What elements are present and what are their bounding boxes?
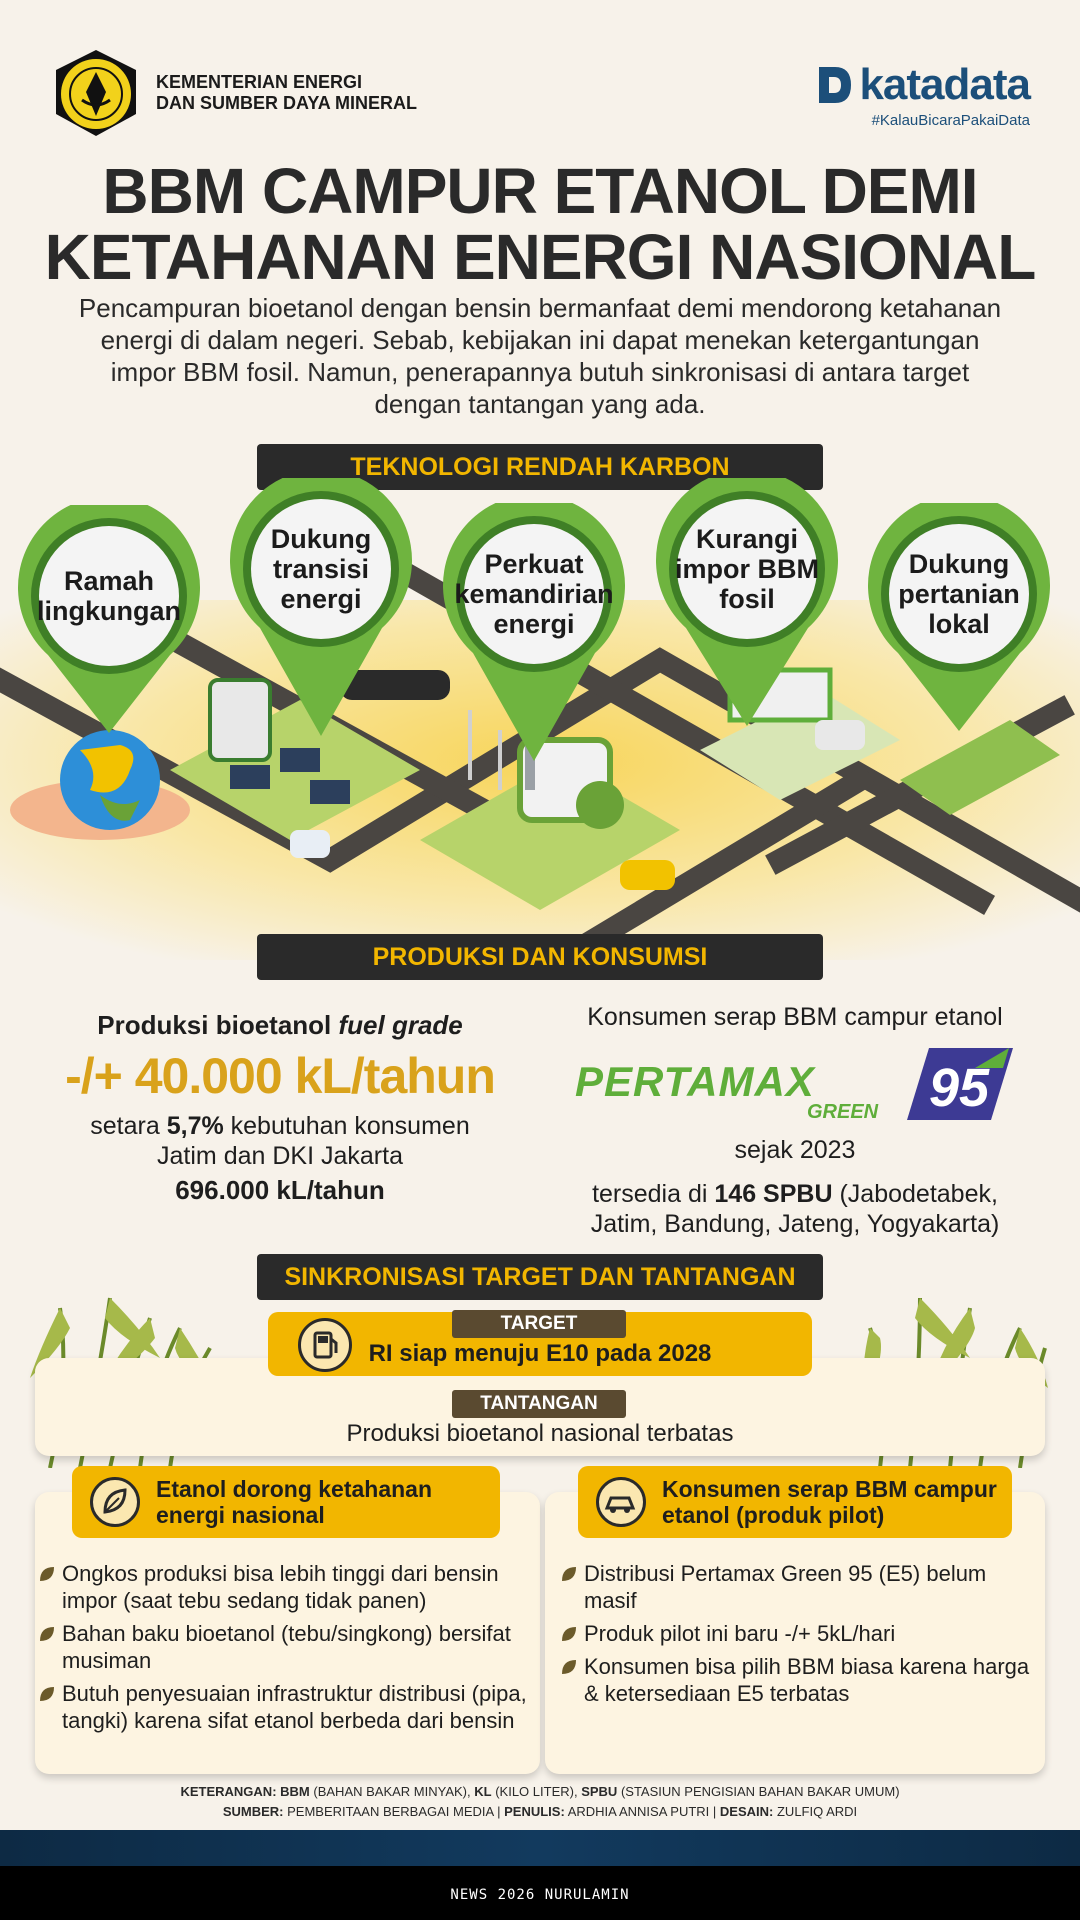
target-label: TARGET xyxy=(452,1310,626,1338)
production-label-italic: fuel grade xyxy=(338,1010,463,1040)
challenge-text: Produksi bioetanol nasional terbatas xyxy=(346,1420,734,1447)
katadata-mark-icon xyxy=(817,65,853,105)
footer-legend xyxy=(0,1782,1080,1802)
left-card-header xyxy=(72,1466,500,1538)
production-equivalence xyxy=(30,1111,530,1171)
pin-label: Ramah lingkungan xyxy=(37,566,181,626)
section-banner-sync: SINKRONISASI TARGET DAN TANTANGAN xyxy=(257,1254,823,1300)
pin-ramah-lingkungan xyxy=(18,505,200,735)
bottom-decor-strip xyxy=(0,1830,1080,1866)
title-line1: BBM CAMPUR ETANOL DEMI xyxy=(102,155,978,227)
legend-spbu-text: (STASIUN PENGISIAN BAHAN BAKAR UMUM) xyxy=(620,1784,900,1799)
pin-dukung-transisi xyxy=(230,478,412,738)
equiv-prefix: setara xyxy=(90,1112,160,1140)
pertamax-green-logo xyxy=(575,1046,1015,1128)
footer-credits xyxy=(0,1802,1080,1822)
pin-label: Dukung transisi energi xyxy=(270,524,372,614)
news-bar: NEWS 2026 NURULAMIN xyxy=(0,1866,1080,1920)
production-total: 696.000 kL/tahun xyxy=(175,1175,385,1205)
list-item-text: Bahan baku bioetanol (tebu/singkong) bersifat musiman xyxy=(62,1621,511,1673)
pin-kurangi-impor xyxy=(656,478,838,728)
right-card-title: Konsumen serap BBM campur etanol (produk pilot) xyxy=(662,1476,997,1528)
left-card-list xyxy=(38,1560,533,1740)
ministry-logo-block xyxy=(50,48,417,138)
section-banner-tech: TEKNOLOGI RENDAH KARBON xyxy=(257,444,823,490)
legend-bbm: BBM xyxy=(280,1784,310,1799)
page-title xyxy=(0,155,1080,293)
list-item xyxy=(38,1560,533,1614)
footer-notes xyxy=(0,1782,1080,1822)
katadata-wordmark: katadata xyxy=(859,60,1030,109)
right-card-header xyxy=(578,1466,1012,1538)
katadata-tagline: #KalauBicaraPakaiData xyxy=(871,112,1030,129)
ministry-name-line1: KEMENTERIAN ENERGI xyxy=(156,72,363,92)
production-amount: -/+ 40.000 kL/tahun xyxy=(65,1048,495,1104)
leaf-bullet-icon xyxy=(560,1658,578,1676)
legend-spbu: SPBU xyxy=(581,1784,618,1799)
katadata-logo-block xyxy=(817,60,1030,129)
intro-paragraph: Pencampuran bioetanol dengan bensin bermanfaat demi mendorong ketahanan energi di dalam negeri. Sebab, kebijakan ini dapat menekan ketergantungan impor BBM fosil. Namun, penerapannya butuh sinkronisasi di antara target dengan tantangan yang ada. xyxy=(78,293,1002,419)
pin-dukung-pertanian xyxy=(868,503,1050,733)
list-item-text: Produk pilot ini baru -/+ 5kL/hari xyxy=(584,1621,896,1646)
leaf-bullet-icon xyxy=(560,1625,578,1643)
list-item-text: Butuh penyesuaian infrastruktur distribusi (pipa, tangki) karena sifat etanol berbeda dari bensin xyxy=(62,1681,527,1733)
equiv-region: Jatim dan DKI Jakarta xyxy=(157,1142,403,1170)
list-item xyxy=(560,1653,1030,1707)
list-item-text: Distribusi Pertamax Green 95 (E5) belum masif xyxy=(584,1561,987,1613)
right-card-list xyxy=(560,1560,1030,1713)
ministry-seal-icon xyxy=(50,48,142,138)
consumption-block xyxy=(560,1003,1030,1239)
equiv-percent: 5,7% xyxy=(166,1112,224,1140)
design-text: ZULFIQ ARDI xyxy=(776,1804,858,1819)
production-label-text: Produksi bioetanol xyxy=(97,1010,332,1040)
avail-regions: Jatim, Bandung, Jateng, Yogyakarta) xyxy=(590,1210,1000,1238)
left-card-title: Etanol dorong ketahanan energi nasional xyxy=(156,1476,433,1528)
consumption-since: sejak 2023 xyxy=(734,1136,856,1164)
legend-label: KETERANGAN: xyxy=(180,1784,277,1799)
source-label: SUMBER: xyxy=(222,1804,284,1819)
pertamax-wordmark: PERTAMAX xyxy=(575,1058,815,1105)
leaf-bullet-icon xyxy=(38,1625,56,1643)
list-item-text: Konsumen bisa pilih BBM biasa karena harga & ketersediaan E5 terbatas xyxy=(584,1654,1030,1706)
ethanol-leaf-icon xyxy=(90,1477,140,1527)
leaf-bullet-icon xyxy=(560,1565,578,1583)
pertamax-95-number: 95 xyxy=(928,1058,990,1118)
production-label xyxy=(30,1010,530,1041)
production-block xyxy=(30,1010,530,1206)
equiv-suffix: kebutuhan konsumen xyxy=(230,1112,470,1140)
pin-label: Kurangi impor BBM fosil xyxy=(675,524,819,614)
list-item xyxy=(38,1620,533,1674)
list-item xyxy=(38,1680,533,1734)
section-banner-production: PRODUKSI DAN KONSUMSI xyxy=(257,934,823,980)
pin-label: Perkuat kemandirian energi xyxy=(454,549,614,639)
legend-bbm-text: (BAHAN BAKAR MINYAK), xyxy=(313,1784,471,1799)
header xyxy=(50,48,1030,143)
source-text: PEMBERITAAN BERBAGAI MEDIA | xyxy=(287,1804,501,1819)
consumption-availability xyxy=(560,1179,1030,1239)
design-label: DESAIN: xyxy=(719,1804,774,1819)
challenge-label: TANTANGAN xyxy=(452,1390,626,1418)
title-line2: KETAHANAN ENERGI NASIONAL xyxy=(44,221,1036,293)
pertamax-green-word: GREEN xyxy=(807,1101,879,1123)
legend-kl-text: (KILO LITER), xyxy=(495,1784,578,1799)
pertamax-95-badge xyxy=(905,1046,1015,1122)
consumption-label: Konsumen serap BBM campur etanol xyxy=(587,1003,1003,1031)
avail-prefix: tersedia di xyxy=(592,1180,708,1208)
list-item xyxy=(560,1620,1030,1647)
car-fuel-icon xyxy=(596,1477,646,1527)
leaf-bullet-icon xyxy=(38,1565,56,1583)
ministry-name-line2: DAN SUMBER DAYA MINERAL xyxy=(156,93,418,113)
list-item-text: Ongkos produksi bisa lebih tinggi dari bensin impor (saat tebu sedang tidak panen) xyxy=(62,1561,499,1613)
target-text: RI siap menuju E10 pada 2028 xyxy=(368,1340,712,1367)
pin-label: Dukung pertanian lokal xyxy=(898,549,1020,639)
leaf-bullet-icon xyxy=(38,1685,56,1703)
avail-count: 146 SPBU xyxy=(714,1180,833,1208)
writer-text: ARDHIA ANNISA PUTRI | xyxy=(567,1804,717,1819)
list-item xyxy=(560,1560,1030,1614)
avail-suffix: (Jabodetabek, xyxy=(839,1180,998,1208)
writer-label: PENULIS: xyxy=(504,1804,565,1819)
legend-kl: KL xyxy=(474,1784,492,1799)
pin-perkuat-kemandirian xyxy=(443,503,625,763)
